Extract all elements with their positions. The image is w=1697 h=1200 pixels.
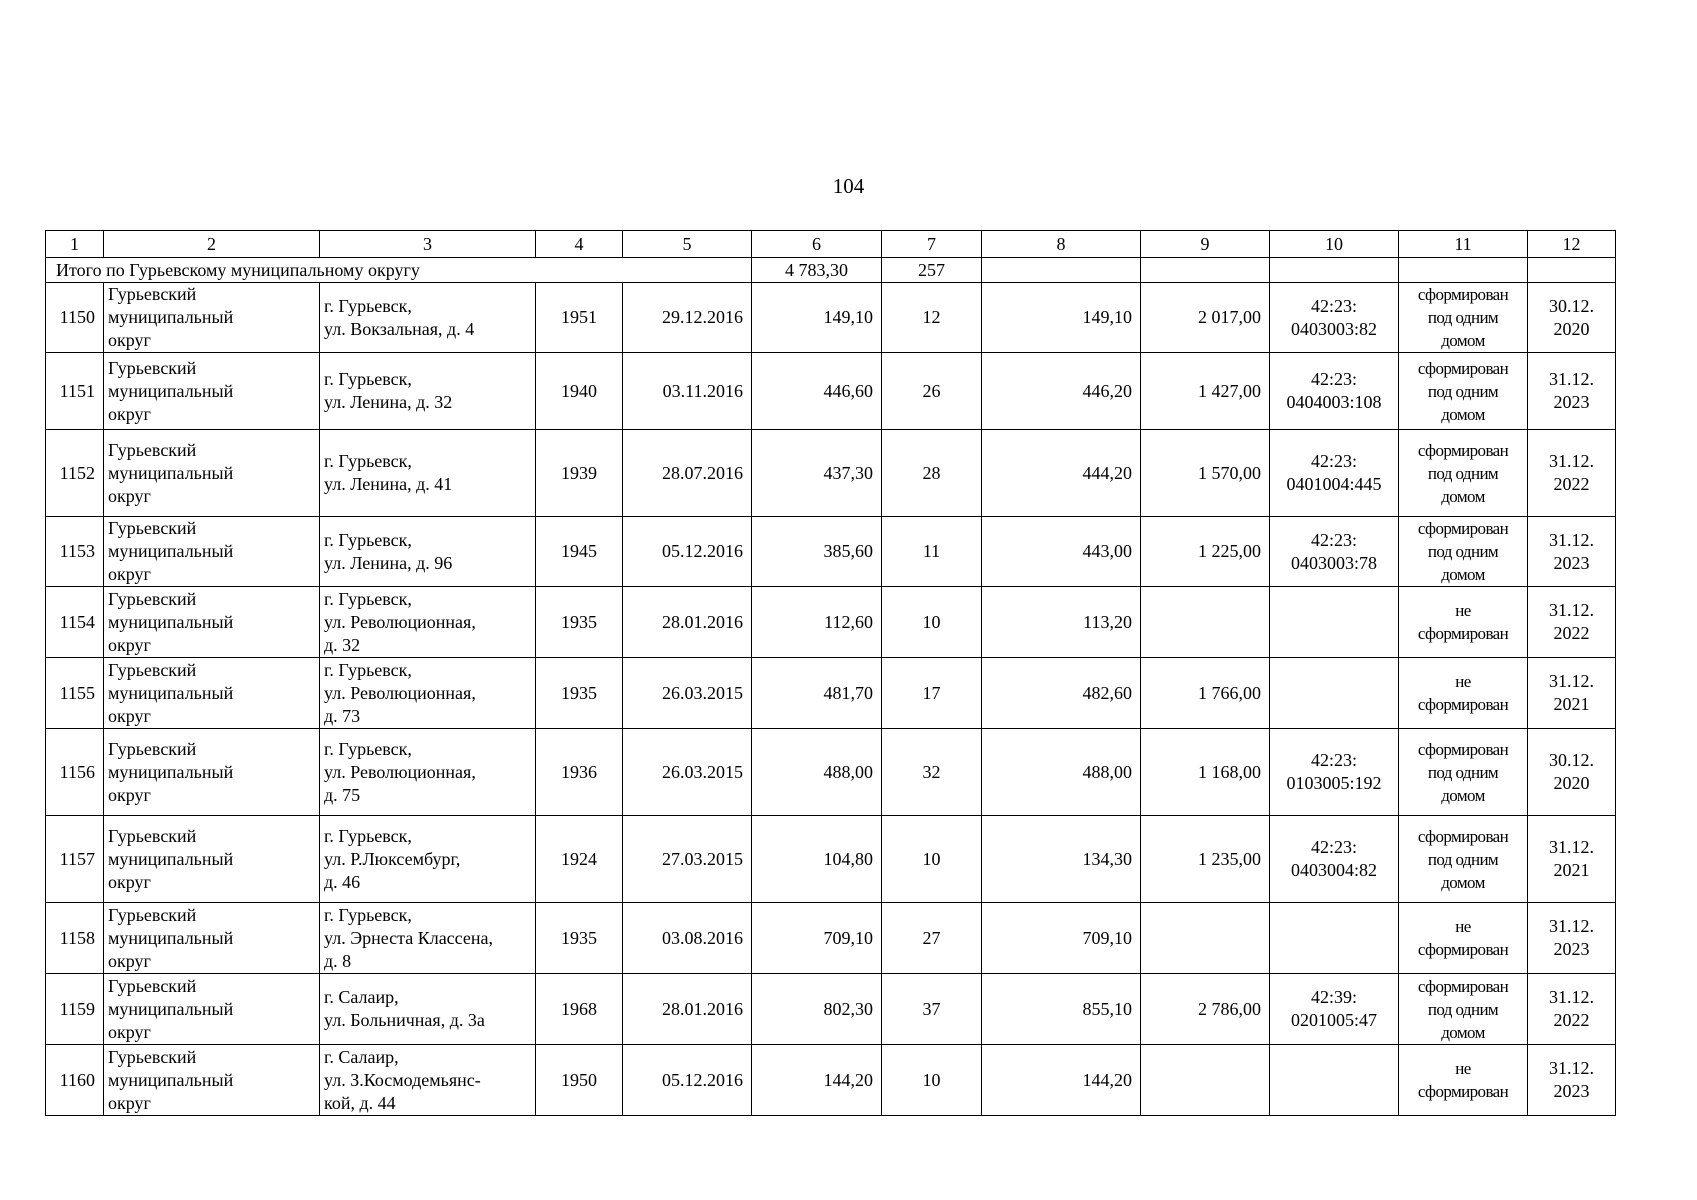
row-number: 1157 bbox=[46, 816, 104, 903]
row-number: 1153 bbox=[46, 517, 104, 587]
column-number: 6 bbox=[752, 231, 882, 258]
district-name: Гурьевский муниципальный округ bbox=[104, 729, 320, 816]
address: г. Гурьевск, ул. Эрнеста Классена, д. 8 bbox=[320, 903, 536, 974]
cadastral-number bbox=[1270, 658, 1399, 729]
column-number: 5 bbox=[623, 231, 752, 258]
district-name: Гурьевский муниципальный округ bbox=[104, 658, 320, 729]
land-status: сформирован под одним домом bbox=[1399, 283, 1528, 353]
address: г. Гурьевск, ул. Ленина, д. 41 bbox=[320, 430, 536, 517]
build-year: 1924 bbox=[536, 816, 623, 903]
row-number: 1150 bbox=[46, 283, 104, 353]
district-name: Гурьевский муниципальный округ bbox=[104, 283, 320, 353]
residents-count: 12 bbox=[882, 283, 982, 353]
total-area: 802,30 bbox=[752, 974, 882, 1045]
build-year: 1935 bbox=[536, 903, 623, 974]
survey-date: 28.01.2016 bbox=[623, 974, 752, 1045]
total-area: 385,60 bbox=[752, 517, 882, 587]
row-number: 1154 bbox=[46, 587, 104, 658]
total-area: 144,20 bbox=[752, 1045, 882, 1116]
total-residents: 257 bbox=[882, 258, 982, 283]
district-name: Гурьевский муниципальный округ bbox=[104, 587, 320, 658]
table-row bbox=[46, 430, 1616, 517]
cadastral-number: 42:39: 0201005:47 bbox=[1270, 974, 1399, 1045]
living-area: 144,20 bbox=[982, 1045, 1141, 1116]
land-area: 1 766,00 bbox=[1141, 658, 1270, 729]
land-area: 1 570,00 bbox=[1141, 430, 1270, 517]
column-number: 9 bbox=[1141, 231, 1270, 258]
column-number: 3 bbox=[320, 231, 536, 258]
resettlement-date: 31.12. 2022 bbox=[1528, 587, 1616, 658]
address: г. Гурьевск, ул. Революционная, д. 73 bbox=[320, 658, 536, 729]
land-area: 2 017,00 bbox=[1141, 283, 1270, 353]
row-number: 1155 bbox=[46, 658, 104, 729]
table-row bbox=[46, 517, 1616, 587]
resettlement-date: 31.12. 2023 bbox=[1528, 517, 1616, 587]
address: г. Гурьевск, ул. Вокзальная, д. 4 bbox=[320, 283, 536, 353]
living-area: 446,20 bbox=[982, 353, 1141, 430]
row-number: 1160 bbox=[46, 1045, 104, 1116]
address: г. Гурьевск, ул. Ленина, д. 32 bbox=[320, 353, 536, 430]
empty-cell bbox=[1141, 258, 1270, 283]
land-area: 2 786,00 bbox=[1141, 974, 1270, 1045]
land-area bbox=[1141, 1045, 1270, 1116]
cadastral-number: 42:23: 0404003:108 bbox=[1270, 353, 1399, 430]
survey-date: 28.07.2016 bbox=[623, 430, 752, 517]
total-area: 437,30 bbox=[752, 430, 882, 517]
living-area: 709,10 bbox=[982, 903, 1141, 974]
residents-count: 10 bbox=[882, 816, 982, 903]
data-rows bbox=[46, 283, 1616, 1116]
build-year: 1940 bbox=[536, 353, 623, 430]
resettlement-date: 30.12. 2020 bbox=[1528, 283, 1616, 353]
cadastral-number bbox=[1270, 1045, 1399, 1116]
resettlement-date: 31.12. 2021 bbox=[1528, 816, 1616, 903]
total-area: 104,80 bbox=[752, 816, 882, 903]
address: г. Гурьевск, ул. Р.Люксембург, д. 46 bbox=[320, 816, 536, 903]
land-status: не сформирован bbox=[1399, 1045, 1528, 1116]
survey-date: 03.11.2016 bbox=[623, 353, 752, 430]
residents-count: 32 bbox=[882, 729, 982, 816]
table-row bbox=[46, 729, 1616, 816]
cadastral-number bbox=[1270, 903, 1399, 974]
empty-cell bbox=[1399, 258, 1528, 283]
land-area bbox=[1141, 903, 1270, 974]
land-status: сформирован под одним домом bbox=[1399, 353, 1528, 430]
table-row bbox=[46, 283, 1616, 353]
total-area: 149,10 bbox=[752, 283, 882, 353]
residents-count: 11 bbox=[882, 517, 982, 587]
column-number: 7 bbox=[882, 231, 982, 258]
district-name: Гурьевский муниципальный округ bbox=[104, 517, 320, 587]
land-area: 1 225,00 bbox=[1141, 517, 1270, 587]
table-row bbox=[46, 658, 1616, 729]
build-year: 1935 bbox=[536, 587, 623, 658]
address: г. Гурьевск, ул. Ленина, д. 96 bbox=[320, 517, 536, 587]
build-year: 1951 bbox=[536, 283, 623, 353]
column-number: 1 bbox=[46, 231, 104, 258]
land-status: сформирован под одним домом bbox=[1399, 816, 1528, 903]
total-row bbox=[46, 258, 1616, 283]
table-row bbox=[46, 903, 1616, 974]
survey-date: 26.03.2015 bbox=[623, 729, 752, 816]
row-number: 1151 bbox=[46, 353, 104, 430]
row-number: 1156 bbox=[46, 729, 104, 816]
build-year: 1939 bbox=[536, 430, 623, 517]
living-area: 113,20 bbox=[982, 587, 1141, 658]
district-name: Гурьевский муниципальный округ bbox=[104, 353, 320, 430]
total-area: 446,60 bbox=[752, 353, 882, 430]
living-area: 149,10 bbox=[982, 283, 1141, 353]
land-area: 1 235,00 bbox=[1141, 816, 1270, 903]
column-number: 10 bbox=[1270, 231, 1399, 258]
total-label: Итого по Гурьевскому муниципальному округу bbox=[46, 258, 752, 283]
build-year: 1935 bbox=[536, 658, 623, 729]
land-status: сформирован под одним домом bbox=[1399, 974, 1528, 1045]
table-row bbox=[46, 974, 1616, 1045]
table-row bbox=[46, 353, 1616, 430]
resettlement-date: 30.12. 2020 bbox=[1528, 729, 1616, 816]
survey-date: 05.12.2016 bbox=[623, 1045, 752, 1116]
land-status: сформирован под одним домом bbox=[1399, 430, 1528, 517]
residents-count: 28 bbox=[882, 430, 982, 517]
total-area: 488,00 bbox=[752, 729, 882, 816]
survey-date: 28.01.2016 bbox=[623, 587, 752, 658]
resettlement-date: 31.12. 2023 bbox=[1528, 353, 1616, 430]
row-number: 1152 bbox=[46, 430, 104, 517]
total-area: 112,60 bbox=[752, 587, 882, 658]
cadastral-number: 42:23: 0403004:82 bbox=[1270, 816, 1399, 903]
column-number-row bbox=[46, 231, 1616, 258]
build-year: 1936 bbox=[536, 729, 623, 816]
survey-date: 26.03.2015 bbox=[623, 658, 752, 729]
table-row bbox=[46, 587, 1616, 658]
residents-count: 37 bbox=[882, 974, 982, 1045]
build-year: 1950 bbox=[536, 1045, 623, 1116]
column-number: 11 bbox=[1399, 231, 1528, 258]
land-status: не сформирован bbox=[1399, 903, 1528, 974]
living-area: 488,00 bbox=[982, 729, 1141, 816]
address: г. Гурьевск, ул. Революционная, д. 32 bbox=[320, 587, 536, 658]
land-status: сформирован под одним домом bbox=[1399, 729, 1528, 816]
living-area: 482,60 bbox=[982, 658, 1141, 729]
resettlement-date: 31.12. 2022 bbox=[1528, 430, 1616, 517]
land-area: 1 168,00 bbox=[1141, 729, 1270, 816]
table-row bbox=[46, 816, 1616, 903]
housing-registry-table bbox=[45, 230, 1616, 1116]
survey-date: 03.08.2016 bbox=[623, 903, 752, 974]
total-area: 4 783,30 bbox=[752, 258, 882, 283]
survey-date: 05.12.2016 bbox=[623, 517, 752, 587]
row-number: 1158 bbox=[46, 903, 104, 974]
page-number: 104 bbox=[832, 174, 865, 198]
address: г. Гурьевск, ул. Революционная, д. 75 bbox=[320, 729, 536, 816]
land-status: сформирован под одним домом bbox=[1399, 517, 1528, 587]
residents-count: 17 bbox=[882, 658, 982, 729]
land-area bbox=[1141, 587, 1270, 658]
empty-cell bbox=[1528, 258, 1616, 283]
column-number: 12 bbox=[1528, 231, 1616, 258]
cadastral-number bbox=[1270, 587, 1399, 658]
residents-count: 10 bbox=[882, 587, 982, 658]
cadastral-number: 42:23: 0103005:192 bbox=[1270, 729, 1399, 816]
build-year: 1945 bbox=[536, 517, 623, 587]
land-status: не сформирован bbox=[1399, 587, 1528, 658]
column-number: 8 bbox=[982, 231, 1141, 258]
living-area: 134,30 bbox=[982, 816, 1141, 903]
resettlement-date: 31.12. 2023 bbox=[1528, 1045, 1616, 1116]
living-area: 443,00 bbox=[982, 517, 1141, 587]
residents-count: 10 bbox=[882, 1045, 982, 1116]
cadastral-number: 42:23: 0403003:82 bbox=[1270, 283, 1399, 353]
residents-count: 26 bbox=[882, 353, 982, 430]
survey-date: 27.03.2015 bbox=[623, 816, 752, 903]
table-row bbox=[46, 1045, 1616, 1116]
living-area: 855,10 bbox=[982, 974, 1141, 1045]
address: г. Салаир, ул. З.Космодемьянс- кой, д. 44 bbox=[320, 1045, 536, 1116]
column-number: 4 bbox=[536, 231, 623, 258]
address: г. Салаир, ул. Больничная, д. 3а bbox=[320, 974, 536, 1045]
empty-cell bbox=[1270, 258, 1399, 283]
empty-cell bbox=[982, 258, 1141, 283]
cadastral-number: 42:23: 0403003:78 bbox=[1270, 517, 1399, 587]
total-area: 481,70 bbox=[752, 658, 882, 729]
district-name: Гурьевский муниципальный округ bbox=[104, 1045, 320, 1116]
resettlement-date: 31.12. 2021 bbox=[1528, 658, 1616, 729]
land-status: не сформирован bbox=[1399, 658, 1528, 729]
district-name: Гурьевский муниципальный округ bbox=[104, 903, 320, 974]
district-name: Гурьевский муниципальный округ bbox=[104, 816, 320, 903]
build-year: 1968 bbox=[536, 974, 623, 1045]
survey-date: 29.12.2016 bbox=[623, 283, 752, 353]
total-area: 709,10 bbox=[752, 903, 882, 974]
district-name: Гурьевский муниципальный округ bbox=[104, 430, 320, 517]
cadastral-number: 42:23: 0401004:445 bbox=[1270, 430, 1399, 517]
district-name: Гурьевский муниципальный округ bbox=[104, 974, 320, 1045]
residents-count: 27 bbox=[882, 903, 982, 974]
resettlement-date: 31.12. 2023 bbox=[1528, 903, 1616, 974]
living-area: 444,20 bbox=[982, 430, 1141, 517]
land-area: 1 427,00 bbox=[1141, 353, 1270, 430]
column-number: 2 bbox=[104, 231, 320, 258]
resettlement-date: 31.12. 2022 bbox=[1528, 974, 1616, 1045]
row-number: 1159 bbox=[46, 974, 104, 1045]
